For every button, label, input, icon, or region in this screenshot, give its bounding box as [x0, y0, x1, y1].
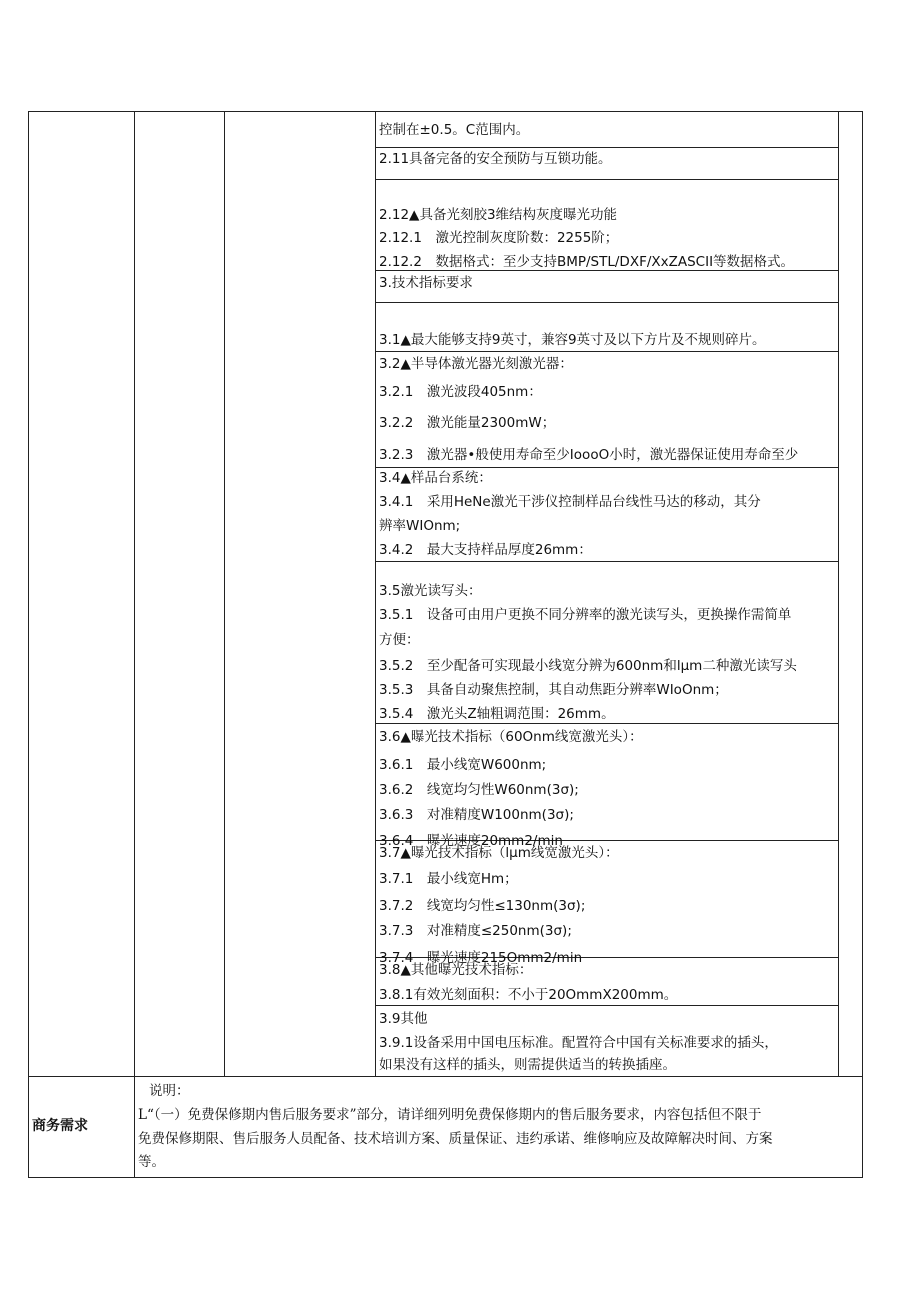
spec-line: 控制在±0.5。C范围内。	[379, 122, 530, 138]
spec-line: 3.5激光读写头：	[379, 583, 482, 599]
spec-line: 辨率WIOnm;	[379, 518, 461, 534]
spec-line: 3.8.1有效光刻面积：不小于20OmmX200mm。	[379, 987, 678, 1003]
spec-row-separator	[375, 302, 839, 303]
spec-line: 2.11具备完备的安全预防与互锁功能。	[379, 151, 612, 167]
spec-row-separator	[375, 1005, 839, 1006]
spec-line: 如果没有这样的插头，则需提供适当的转换插座。	[379, 1057, 676, 1073]
table-bottom-border	[28, 1177, 863, 1178]
column-divider	[375, 111, 376, 1076]
spec-line: 3.6.3 对准精度W100nm(3σ);	[379, 807, 574, 823]
column-divider	[134, 111, 135, 1178]
business-row-divider	[28, 1076, 863, 1077]
spec-line: 3.7▲曝光技术指标（lμm线宽激光头）：	[379, 845, 619, 861]
note-title: 说明：	[149, 1083, 190, 1099]
spec-line: 3.7.4 曝光速度215Omm2/min	[379, 950, 583, 966]
spec-line: 3.6.1 最小线宽W600nm;	[379, 757, 547, 773]
spec-line: 3.8▲其他曝光技术指标：	[379, 962, 533, 978]
table-top-border	[28, 111, 863, 112]
note-line: L“（一）免费保修期内售后服务要求”部分，请详细列明免费保修期内的售后服务要求，内容包括但不限于	[138, 1107, 762, 1123]
spec-line: 3.5.3 具备自动聚焦控制，其自动焦距分辨率WIoOnm；	[379, 682, 728, 698]
spec-line: 3.7.1 最小线宽Hm；	[379, 871, 518, 887]
spec-line: 3.技术指标要求	[379, 275, 473, 291]
spec-line: 3.4.1 采用HeNe激光干涉仪控制样品台线性马达的移动，其分	[379, 494, 761, 510]
note-line: 等。	[138, 1154, 165, 1170]
spec-row-separator	[375, 467, 839, 468]
spec-line: 3.2.1 激光波段405nm：	[379, 384, 542, 400]
column-divider	[224, 111, 225, 1076]
spec-line: 2.12.2 数据格式：至少支持BMP/STL/DXF/XxZASCII等数据格式。	[379, 254, 795, 270]
spec-line: 3.5.4 激光头Z轴粗调范围：26mm。	[379, 706, 615, 722]
spec-line: 3.2.2 激光能量2300mW；	[379, 415, 556, 431]
spec-line: 3.2▲半导体激光器光刻激光器：	[379, 356, 573, 372]
spec-line: 3.6.4 曝光速度20mm2/min	[379, 833, 563, 849]
spec-row-separator	[375, 179, 839, 180]
spec-line: 3.9.1设备采用中国电压标准。配置符合中国有关标准要求的插头，	[379, 1035, 778, 1051]
spec-line: 3.5.1 设备可由用户更换不同分辨率的激光读写头，更换操作需简单	[379, 607, 792, 623]
spec-row-separator	[375, 723, 839, 724]
spec-line: 3.6.2 线宽均匀性W60nm(3σ);	[379, 782, 579, 798]
spec-line: 3.7.2 线宽均匀性≤130nm(3σ);	[379, 898, 586, 914]
spec-line: 3.6▲曝光技术指标（60Onm线宽激光头）：	[379, 729, 643, 745]
spec-line: 3.4.2 最大支持样品厚度26mm：	[379, 542, 592, 558]
spec-line: 3.9其他	[379, 1011, 428, 1027]
business-requirements-label: 商务需求	[32, 1118, 88, 1134]
clipped-row	[379, 829, 819, 849]
spec-row-separator	[375, 351, 839, 352]
note-line: 免费保修期限、售后服务人员配备、技术培训方案、质量保证、违约承诺、维修响应及故障解决时间、方案	[138, 1131, 773, 1147]
spec-line: 3.5.2 至少配备可实现最小线宽分辨为600nm和lμm二种激光读写头	[379, 658, 797, 674]
spec-line: 2.12.1 激光控制灰度阶数：2255阶；	[379, 230, 619, 246]
column-divider	[838, 111, 839, 1076]
spec-line: 方便：	[379, 632, 420, 648]
spec-line: 3.4▲样品台系统：	[379, 470, 492, 486]
spec-line: 3.2.3 激光器•般使用寿命至少IoooO小时，激光器保证使用寿命至少	[379, 447, 799, 463]
table-right-border	[862, 111, 863, 1178]
table-left-border	[28, 111, 29, 1178]
spec-line: 3.7.3 对准精度≤250nm(3σ);	[379, 923, 572, 939]
spec-line: 3.1▲最大能够支持9英寸，兼容9英寸及以下方片及不规则碎片。	[379, 332, 766, 348]
spec-row-separator	[375, 561, 839, 562]
spec-row-separator	[375, 147, 839, 148]
spec-line: 2.12▲具备光刻胶3维结构灰度曝光功能	[379, 207, 618, 223]
clipped-row	[379, 946, 819, 966]
